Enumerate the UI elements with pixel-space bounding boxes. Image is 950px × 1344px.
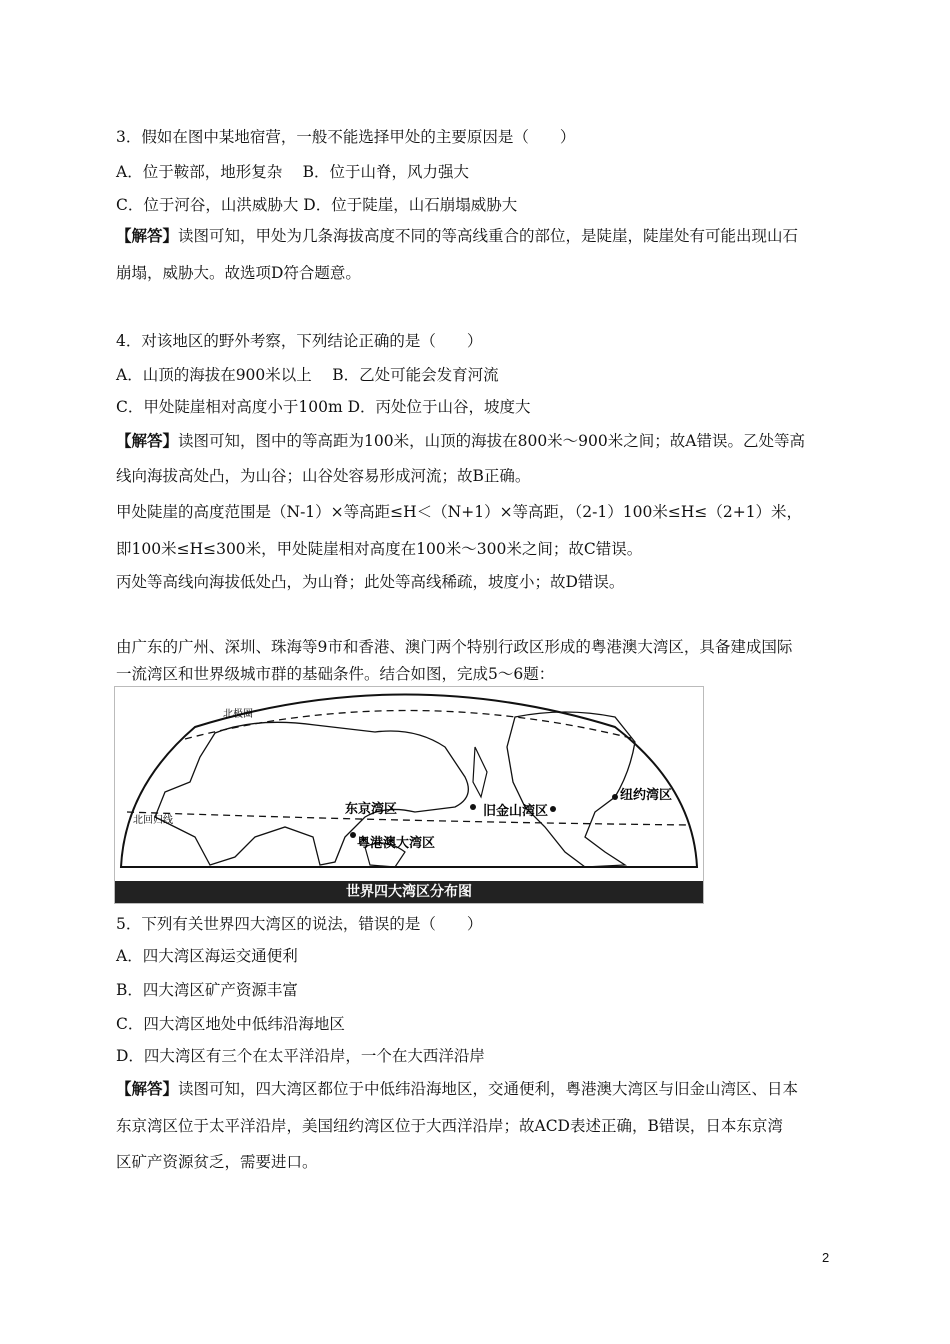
q4-answer-line5: 丙处等高线向海拔低处凸，为山脊；此处等高线稀疏，坡度小；故D错误。 [116,573,625,591]
q5-answer-line1 [116,1079,798,1099]
q3-options-ab: A．位于鞍部，地形复杂 B．位于山脊，风力强大 [116,163,470,181]
q3-answer-line1 [116,226,798,246]
q3-stem: 3．假如在图中某地宿营，一般不能选择甲处的主要原因是（ ） [116,128,576,146]
q5-option-a: A．四大湾区海运交通便利 [116,947,298,965]
label-gba: 粤港澳大湾区 [357,836,436,851]
answer-text: 读图可知，图中的等高距为100米，山顶的海拔在800米～900米之间；故A错误。乙处等高 [178,432,805,450]
intro-line1: 由广东的广州、深圳、珠海等9市和香港、澳门两个特别行政区形成的粤港澳大湾区，具备建成国际 [116,638,793,656]
label-ny: 纽约湾区 [620,788,673,803]
world-bay-area-map [114,686,704,904]
ny-marker [612,794,618,800]
label-sf: 旧金山湾区 [483,804,549,819]
label-tokyo: 东京湾区 [345,802,398,817]
answer-text: 读图可知，甲处为几条海拔高度不同的等高线重合的部位，是陡崖，陡崖处有可能出现山石 [178,227,799,245]
answer-text: 读图可知，四大湾区都位于中低纬沿海地区，交通便利，粤港澳大湾区与旧金山湾区、日本 [178,1080,799,1098]
tropic-line [127,812,690,825]
americas-land [507,712,635,867]
map-caption: 世界四大湾区分布图 [115,881,703,903]
q4-answer-line4: 即100米≤H≤300米，甲处陡崖相对高度在100米～300米之间；故C错误。 [116,540,643,558]
gba-marker [350,832,356,838]
q4-answer-line2: 线向海拔高处凸，为山谷；山谷处容易形成河流；故B正确。 [116,467,531,485]
q5-option-d: D．四大湾区有三个在太平洋沿岸，一个在大西洋沿岸 [116,1047,485,1065]
tokyo-marker [470,804,476,810]
label-arctic: 北极圈 [223,709,253,720]
q5-stem: 5．下列有关世界四大湾区的说法，错误的是（ ） [116,915,483,933]
q4-answer-line1 [116,431,805,451]
answer-label: 【解答】 [116,431,179,450]
q4-stem: 4．对该地区的野外考察，下列结论正确的是（ ） [116,332,483,350]
q4-options-ab: A．山顶的海拔在900米以上 B．乙处可能会发育河流 [116,366,499,384]
intro-line2: 一流湾区和世界级城市群的基础条件。结合如图，完成5～6题： [116,665,555,683]
q3-answer-line2: 崩塌，威胁大。故选项D符合题意。 [116,264,361,282]
page-number: 2 [822,1250,830,1265]
q5-option-b: B．四大湾区矿产资源丰富 [116,981,298,999]
q4-answer-line3: 甲处陡崖的高度范围是（N-1）×等高距≤H＜（N+1）×等高距，（2-1）100米≤H≤（2+1）米， [116,503,803,521]
answer-label: 【解答】 [116,226,179,245]
q5-answer-line3: 区矿产资源贫乏，需要进口。 [116,1153,318,1171]
q4-options-cd: C．甲处陡崖相对高度小于100m D．丙处位于山谷，坡度大 [116,398,531,416]
sf-marker [550,806,556,812]
q5-answer-line2: 东京湾区位于太平洋沿岸，美国纽约湾区位于大西洋沿岸；故ACD表述正确，B错误，日本东京湾 [116,1117,783,1135]
map-graphic [115,687,703,881]
japan-land [473,747,487,797]
answer-label: 【解答】 [116,1079,179,1098]
q3-options-cd: C．位于河谷，山洪威胁大 D．位于陡崖，山石崩塌威胁大 [116,196,518,214]
label-tropic: 北回归线 [133,815,173,826]
q5-option-c: C．四大湾区地处中低纬沿海地区 [116,1015,345,1033]
